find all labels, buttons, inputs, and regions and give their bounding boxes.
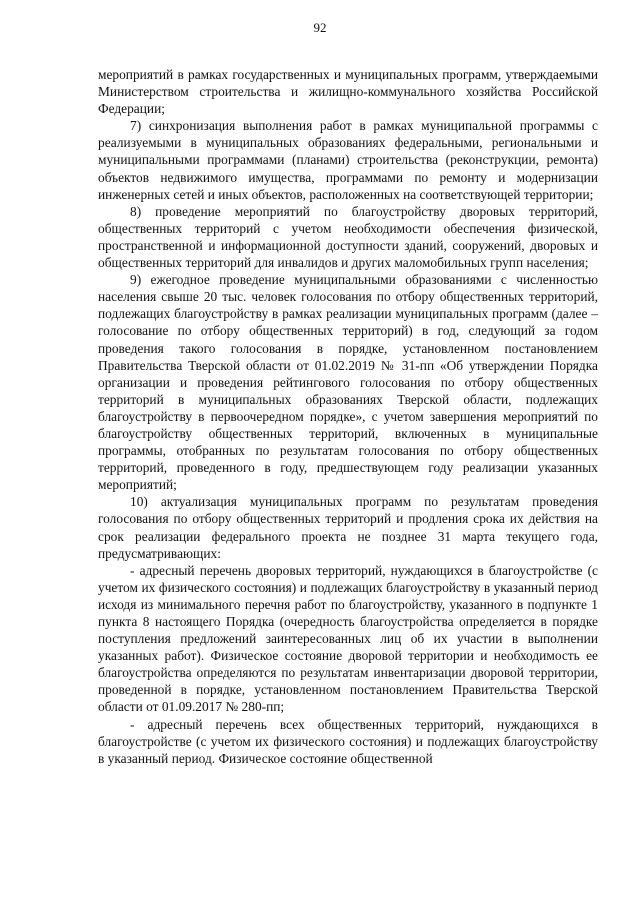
paragraph-item-9: 9) ежегодное проведение муниципальными образованиями с численностью населения свыше 20 тыс. человек голосования по отбору общественных территорий, подлежащих благоустройству в рамках реализации муниципальных программ (далее – голосование по отбору общественных территорий) в год, следующий за годом проведения такого голосования в порядке, установленном постановлением Правительства Тверской области от 01.02.2019 № 31-пп «Об утверждении Порядка организации и проведения рейтингового голосования по отбору общественных территорий в муниципальных образованиях Тверской области, подлежащих благоустройству в первоочередном порядке», с учетом завершения мероприятий по благоустройству общественных территорий, включенных в муниципальные программы, отобранных по результатам голосования по отбору общественных территорий, проведенного в году, предшествующем году реализации указанных мероприятий; — [98, 272, 598, 493]
page-number: 92 — [313, 20, 327, 35]
paragraph-item-10: 10) актуализация муниципальных программ по результатам проведения голосования по отбору общественных территорий и продления срока их действия на срок реализации федерального проекта не позднее 31 марта текущего года, предусматривающих: — [98, 494, 598, 561]
paragraph-item-7: 7) синхронизация выполнения работ в рамках муниципальной программы с реализуемыми в муниципальных образованиях федеральными, региональными и муниципальными программами (планами) строительства (реконструкции, ремонта) объектов недвижимого имущества, программами по ремонту и модернизации инженерных сетей и иных объектов, расположенных на соответствующей территории; — [98, 118, 598, 202]
paragraph-item-8: 8) проведение мероприятий по благоустройству дворовых территорий, общественных территорий с учетом необходимости обеспечения физической, пространственной и информационной доступности зданий, сооружений, дворовых и общественных территорий для инвалидов и других маломобильных групп населения; — [98, 203, 598, 271]
paragraph-dash-public-territories: - адресный перечень всех общественных территорий, нуждающихся в благоустройстве (с учетом их физического состояния) и подлежащих благоустройству в указанный период. Физическое состояние общественной — [98, 716, 598, 766]
document-body — [98, 66, 598, 767]
paragraph-continuation: мероприятий в рамках государственных и муниципальных программ, утверждаемыми Министерством строительства и жилищно-коммунального хозяйства Российской Федерации; — [98, 67, 598, 117]
paragraph-dash-courtyards: - адресный перечень дворовых территорий, нуждающихся в благоустройстве (с учетом их физического состояния) и подлежащих благоустройству в указанный период исходя из минимального перечня работ по благоустройству, указанного в подпункте 1 пункта 8 настоящего Порядка (очередность благоустройства определяется в порядке поступления предложений заинтересованных лиц об их участии в выполнении указанных работ). Физическое состояние дворовой территории и необходимость ее благоустройства определяются по результатам инвентаризации дворовой территории, проведенной в порядке, установленном постановлением Правительства Тверской области от 01.09.2017 № 280-пп; — [98, 562, 598, 715]
